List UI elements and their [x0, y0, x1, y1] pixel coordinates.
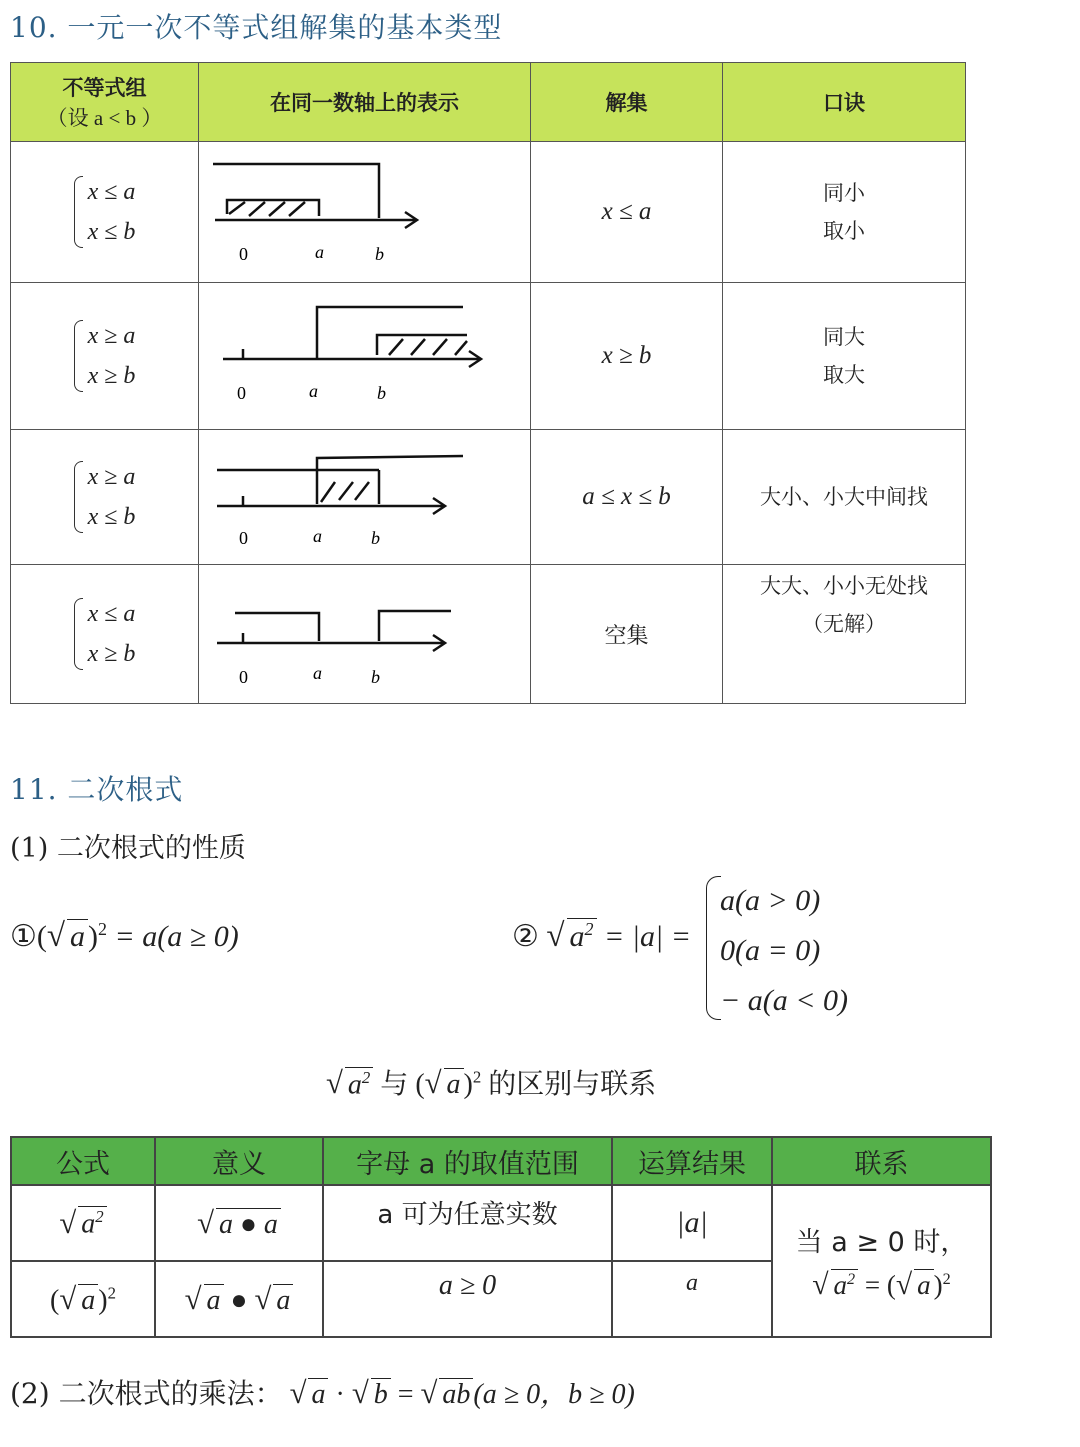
comparison-caption: √ $a^2$ 与 (√ a )$^2$ 的区别与联系: [326, 1066, 657, 1100]
section11-title: 11. 二次根式: [10, 773, 184, 806]
formula-cell: (√ a )$^2$: [11, 1261, 155, 1337]
property-1: ①(√ a )$^2$ = a(a ≥ 0): [10, 918, 239, 954]
case-line: 0(a = 0): [720, 934, 821, 967]
result-cell: a: [612, 1261, 772, 1337]
circled-two: ②: [512, 920, 539, 953]
ineq-system: [11, 430, 199, 565]
radical-comparison-table: [10, 1136, 992, 1338]
tick-label: 0: [239, 244, 248, 264]
radical-table-header: [11, 1137, 991, 1185]
inequality-table-header: [11, 63, 966, 142]
rule-line: 同大: [823, 325, 865, 349]
subtitle-multiplication: (2) 二次根式的乘法：: [10, 1377, 283, 1410]
rule-line: 取大: [823, 363, 865, 387]
header-range: 字母 a 的取值范围: [323, 1137, 612, 1185]
number-line-diagram: [199, 565, 530, 697]
header-meaning: 意义: [155, 1137, 323, 1185]
tick-label: 0: [237, 383, 246, 403]
property-2-lhs: ② √ $a^2 = |a|$ =: [512, 918, 692, 954]
tick-label: 0: [239, 667, 248, 687]
rule-cell: [723, 142, 966, 283]
case-line: a(a > 0): [720, 884, 821, 917]
tick-label: b: [371, 528, 380, 548]
number-line-cell: [199, 142, 531, 283]
solution-cell: x ≥ b: [531, 283, 723, 430]
tick-label: b: [375, 244, 384, 264]
number-line-cell: [199, 283, 531, 430]
property-1-rhs: = a(a ≥ 0): [114, 920, 239, 953]
header-link: 联系: [772, 1137, 991, 1185]
cases-brace: [706, 876, 721, 1020]
solution-cell: 空集: [531, 565, 723, 704]
link-equation: √ $a^2$ = (√ a )$^2$: [812, 1269, 951, 1301]
rule-line: 大大、小小无处找: [760, 574, 928, 598]
ineq-line: x ≤ b: [87, 219, 136, 245]
subtitle-properties: (1) 二次根式的性质: [10, 833, 246, 864]
rule-cell: [723, 283, 966, 430]
ineq-line: x ≤ b: [87, 504, 136, 530]
circled-one: ①: [10, 920, 37, 953]
section10-title: 10. 一元一次不等式组解集的基本类型: [10, 11, 503, 44]
solution-cell: x ≤ a: [531, 142, 723, 283]
tick-label: a: [315, 242, 324, 262]
header-system-label: 不等式组: [62, 76, 147, 100]
table-row: [11, 142, 966, 283]
table-row: [11, 430, 966, 565]
ineq-system: [11, 142, 199, 283]
tick-label: a: [313, 663, 322, 683]
header-solution: 解集: [531, 63, 723, 142]
ineq-line: x ≥ b: [87, 641, 136, 667]
range-cell: a 可为任意实数: [323, 1185, 612, 1261]
header-rule: 口诀: [723, 63, 966, 142]
rule-cell: [723, 430, 966, 565]
result-cell: |a|: [612, 1185, 772, 1261]
link-condition: 当 a ≥ 0 时，: [795, 1227, 968, 1258]
multiplication-condition: (a ≥ 0，b ≥ 0): [473, 1379, 635, 1410]
caption-mid: 与: [380, 1067, 409, 1100]
number-line-diagram: [199, 430, 530, 558]
rule-line: 取小: [823, 219, 865, 243]
ineq-line: x ≥ b: [87, 363, 136, 389]
ineq-line: x ≥ a: [87, 464, 136, 490]
link-cell: [772, 1185, 991, 1337]
table-row: [11, 283, 966, 430]
link-equals: =: [864, 1270, 881, 1300]
number-line-diagram: [199, 142, 530, 276]
meaning-cell: √ a ● √ a: [155, 1261, 323, 1337]
number-line-diagram: [199, 283, 530, 423]
table-row: [11, 1185, 991, 1261]
property-2-cases: [720, 876, 848, 1026]
tick-label: a: [313, 526, 322, 546]
tick-label: a: [309, 381, 318, 401]
tick-label: b: [371, 667, 380, 687]
case-line: − a(a < 0): [720, 984, 848, 1017]
solution-cell: a ≤ x ≤ b: [531, 430, 723, 565]
inequality-table: [10, 62, 966, 704]
number-line-cell: [199, 565, 531, 704]
header-numberline: 在同一数轴上的表示: [199, 63, 531, 142]
rule-line: 大小、小大中间找: [760, 485, 928, 509]
formula-cell: √ $a^2$: [11, 1185, 155, 1261]
property-2-eq: = |a| =: [604, 920, 692, 953]
ineq-system: [11, 283, 199, 430]
ineq-line: x ≤ a: [87, 179, 136, 205]
rule-cell: [723, 565, 966, 704]
rule-line: 同小: [823, 181, 865, 205]
header-system: [11, 63, 199, 142]
header-result: 运算结果: [612, 1137, 772, 1185]
range-cell: a ≥ 0: [323, 1261, 612, 1337]
multiplication-rule: (2) 二次根式的乘法： √ a · √ b = √ ab (a ≥ 0，b ≥ 0): [10, 1376, 635, 1410]
rule-line: （无解）: [802, 612, 886, 636]
table-row: [11, 565, 966, 704]
meaning-cell: √ a ● a: [155, 1185, 323, 1261]
header-formula: 公式: [11, 1137, 155, 1185]
caption-tail: 的区别与联系: [488, 1067, 657, 1100]
ineq-line: x ≥ a: [87, 323, 136, 349]
ineq-system: [11, 565, 199, 704]
tick-label: b: [377, 383, 386, 403]
header-system-note: （设 a < b ）: [46, 106, 163, 130]
tick-label: 0: [239, 528, 248, 548]
ineq-line: x ≤ a: [87, 601, 136, 627]
number-line-cell: [199, 430, 531, 565]
